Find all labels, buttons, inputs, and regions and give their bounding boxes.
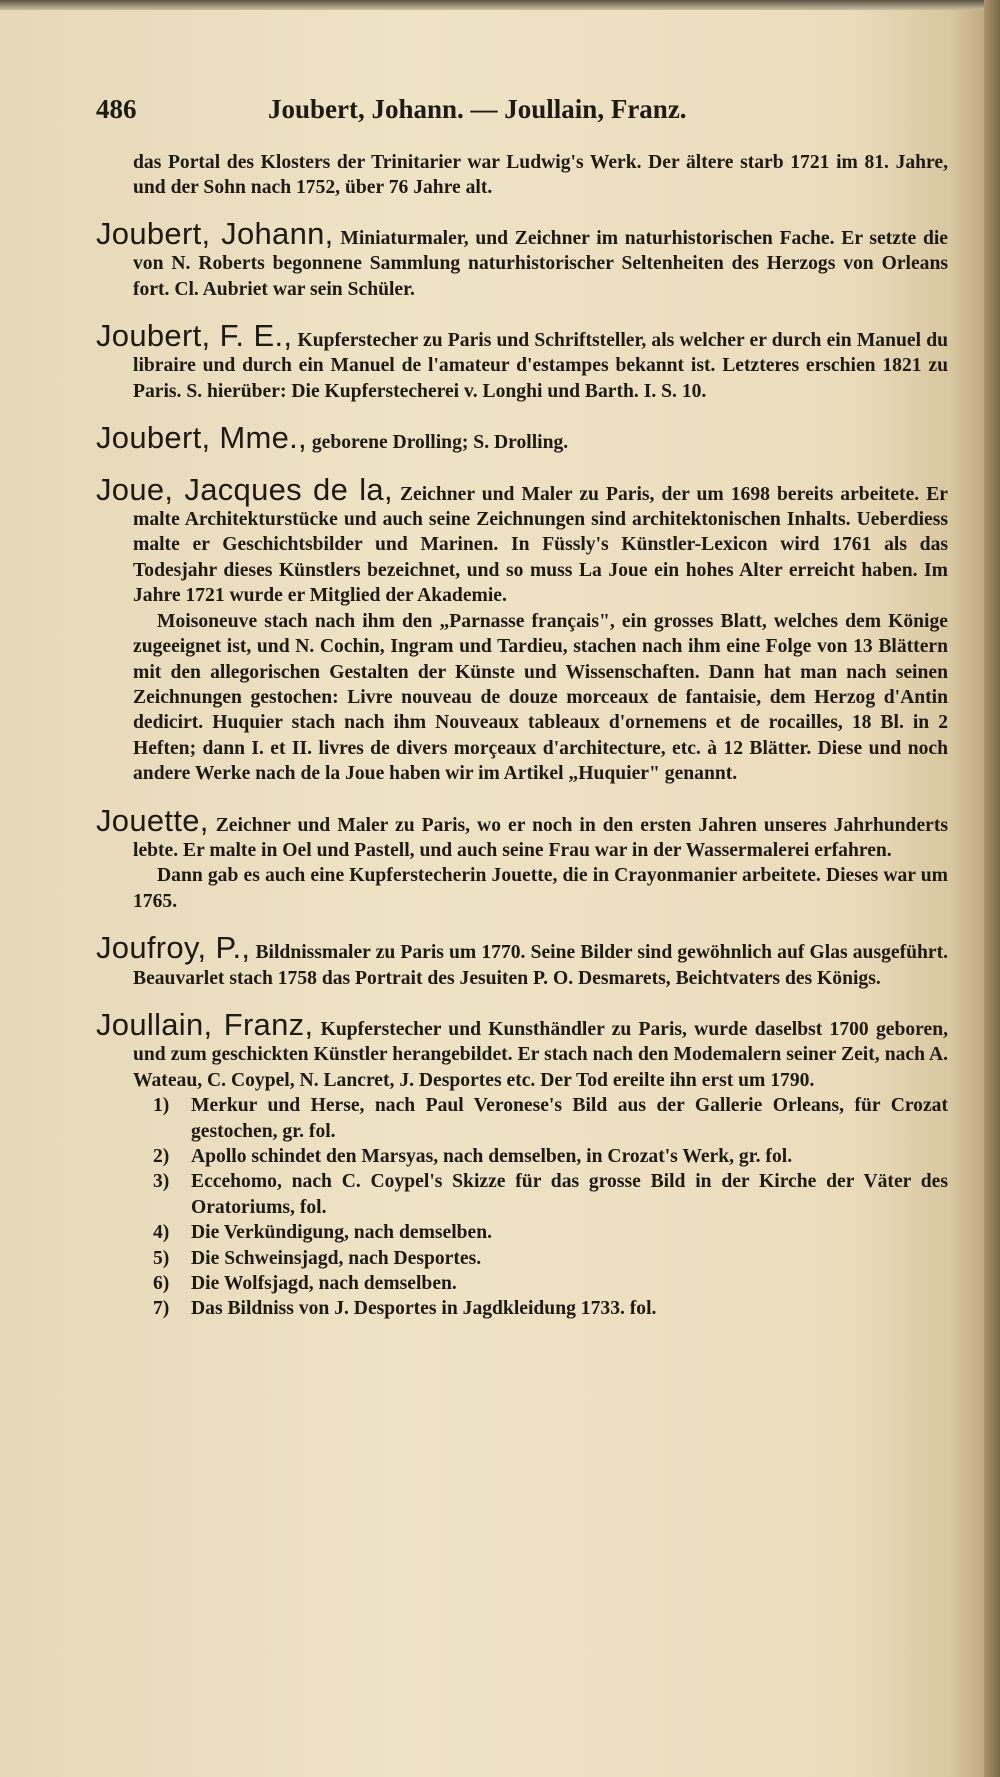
entry-text: geborene Drolling; S. Drolling. (311, 432, 569, 454)
entry-headword: Joufroy, P., (96, 930, 251, 966)
work-text: Die Wolfsjagd, nach demselben. (191, 1273, 457, 1295)
continuation-text: das Portal des Klosters der Trinitarier war Ludwig's Werk. Der ältere starb 1721 im 81. Jahre, und der Sohn nach 1752, über 76 Jahre alt. (133, 152, 948, 199)
work-text: Apollo schindet den Marsyas, nach demselben, in Crozat's Werk, gr. fol. (191, 1146, 793, 1167)
work-number: 5) (153, 1247, 170, 1269)
entry-joubert-johann (96, 215, 948, 302)
page-edge-shadow (984, 0, 1000, 1777)
work-text: Das Bildniss von J. Desportes in Jagdkleidung 1733. fol. (191, 1298, 657, 1320)
entry-text: Bildnissmaler zu Paris um 1770. Seine Bilder sind gewöhnlich auf Glas ausgeführt. Beauvarlet stach 1758 das Portrait des Jesuiten P. O. Desmarets, Beichtvaters des Königs. (133, 942, 949, 989)
entry-joullain-franz (96, 1006, 948, 1322)
entry-headword: Joullain, Franz, (96, 1006, 314, 1042)
work-number: 3) (153, 1171, 170, 1193)
work-number: 2) (153, 1146, 170, 1167)
page-content (96, 150, 948, 1343)
running-head: Joubert, Johann. — Joullain, Franz. (268, 94, 687, 124)
entry-joue-jacques (96, 471, 949, 787)
work-number: 6) (153, 1273, 170, 1295)
work-item (153, 1296, 948, 1321)
work-item (153, 1169, 948, 1220)
work-number: 7) (153, 1298, 170, 1320)
works-list (133, 1093, 948, 1322)
entry-headword: Joubert, Mme., (96, 420, 307, 456)
work-number: 4) (153, 1222, 170, 1244)
entry-text: Kupferstecher und Kunsthändler zu Paris, wurde daselbst 1700 geboren, und zum geschickten Künstler herangebildet. Er stach nach den Modemalern seiner Zeit, nach A. Wateau, C. Coypel, N. Lancret, J. Desportes etc. Der Tod ereilte ihn erst um 1790. (133, 1018, 948, 1091)
page-number: 486 (96, 94, 137, 124)
entry-joubert-mme (96, 420, 948, 456)
entry-text: Miniaturmaler, und Zeichner im naturhistorischen Fache. Er setzte die von N. Roberts begonnene Sammlung naturhistorischer Seltenheiten des Herzogs von Orleans fort. Cl. Aubriet war sein Schüler. (133, 227, 948, 300)
entry-headword: Joubert, Johann, (96, 215, 334, 251)
entry-joubert-fe (96, 318, 948, 404)
entry-paragraph: Moisoneuve stach nach ihm den „Parnasse français", ein grosses Blatt, welches dem Könige zugeeignet ist, und N. Cochin, Ingram und Tardieu, stachen nach ihm eine Folge von 13 Blättern mit den allegorischen Gestalten der Künste und Wissenschaften. Dann hat man nach seinen Zeichnungen gestochen: Livre nouveau de douze morceaux de fantaisie, dem Herzog d'Antin dedicirt. Huquier stach nach ihm Nouveaux tableaux d'ornemens et de rocailles, 18 Bl. in 2 Heften; dann I. et II. livres de divers morçeaux d'architecture, etc. à 12 Blätter. Diese und noch andere Werke nach de la Joue haben wir im Artikel „Huquier" genannt. (133, 610, 948, 785)
page-top-shadow (0, 0, 984, 10)
entry-headword: Joubert, F. E., (96, 318, 293, 354)
work-text: Die Verkündigung, nach demselben. (191, 1222, 493, 1244)
work-item (153, 1093, 948, 1144)
work-item (153, 1271, 948, 1296)
work-item (153, 1246, 948, 1271)
entry-text: Zeichner und Maler zu Paris, wo er noch in den ersten Jahren unseres Jahrhunderts lebte. Er malte in Oel und Pastell, und auch seine Frau war in der Wassermalerei erfahren. (133, 814, 948, 861)
entry-headword: Joue, Jacques de la, (96, 471, 393, 507)
entry-jouette (96, 802, 948, 915)
work-text: Merkur und Herse, nach Paul Veronese's Bild aus der Gallerie Orleans, für Crozat gestochen, gr. fol. (191, 1095, 948, 1142)
work-text: Eccehomo, nach C. Coypel's Skizze für das grosse Bild in der Kirche der Väter des Oratoriums, fol. (191, 1171, 948, 1218)
work-text: Die Schweinsjagd, nach Desportes. (191, 1247, 482, 1269)
work-item (153, 1220, 948, 1245)
work-number: 1) (153, 1095, 170, 1117)
entry-joufroy (96, 930, 949, 991)
entry-text: Kupferstecher zu Paris und Schriftsteller, als welcher er durch ein Manuel du libraire und durch ein Manuel de l'amateur d'estampes bekannt ist. Letzteres erschien 1821 zu Paris. S. hierüber: Die Kupferstecherei v. Longhi und Barth. I. S. 10. (133, 330, 948, 402)
entry-headword: Jouette, (96, 802, 209, 838)
work-item (153, 1144, 948, 1169)
entry-text: Zeichner und Maler zu Paris, der um 1698 bereits arbeitete. Er malte Architekturstücke und auch seine Zeichnungen sind architektonischen Inhalts. Ueberdiess malte er Geschichtsbilder und Marinen. In Füssly's Künstler-Lexicon wird 1761 als das Todesjahr dieses Künstlers bezeichnet, und so muss La Joue ein hohes Alter erreicht haben. Im Jahre 1721 wurde er Mitglied der Akademie. (133, 483, 949, 607)
entry-paragraph: Dann gab es auch eine Kupferstecherin Jouette, die in Crayonmanier arbeitete. Dieses war um 1765. (133, 865, 948, 912)
